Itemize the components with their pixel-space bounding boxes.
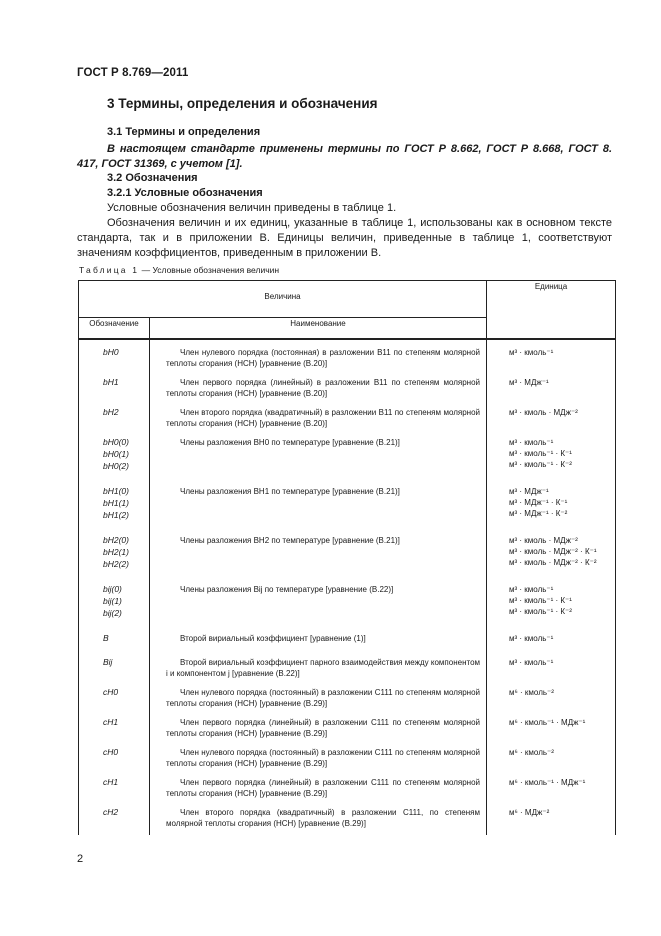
header-unit: Единица: [487, 281, 616, 340]
unit-text: м³ · МДж⁻¹: [509, 378, 549, 387]
symbol-text: bH0(0): [103, 437, 129, 447]
name-text: Член второго порядка (квадратичный) в разложении C111, по степеням молярной теплоты сгорания (HCH) [уравнение (В.29)]: [166, 808, 481, 828]
table-row: [79, 533, 616, 582]
table-caption: [79, 265, 279, 275]
symbol-stack: [103, 377, 149, 389]
name-cell: [150, 685, 487, 715]
symbol-cell: [79, 582, 150, 631]
unit-text: м³ · кмоль⁻¹: [509, 438, 554, 447]
symbol-cell: [79, 805, 150, 835]
symbol-text: bH2(2): [103, 559, 129, 569]
symbol-text: bH1(2): [103, 510, 129, 520]
symbol-stack: [103, 407, 149, 419]
header-symbol: Обозначение: [79, 318, 150, 340]
table-row: [79, 631, 616, 655]
unit-text: м³ · кмоль⁻¹: [509, 658, 554, 667]
table-row: [79, 805, 616, 835]
name-text: Член первого порядка (линейный) в разложении C111 по степеням молярной теплоты сгорания (HCH) [уравнение (В.29)]: [166, 778, 481, 798]
name-cell: [150, 375, 487, 405]
unit-text: м³ · кмоль⁻¹: [509, 634, 554, 643]
name-cell: [150, 775, 487, 805]
unit-text: м³ · МДж⁻¹ · К⁻²: [509, 509, 568, 518]
unit-text: м³ · кмоль⁻¹ · К⁻¹: [509, 449, 572, 458]
symbol-text: bij(1): [103, 596, 122, 606]
unit-text: м³ · кмоль · МДж⁻²: [509, 536, 578, 545]
symbol-text: cH1: [103, 777, 119, 787]
symbol-cell: [79, 435, 150, 484]
table-row: [79, 685, 616, 715]
table-row: [79, 405, 616, 435]
table-row: [79, 745, 616, 775]
name-cell: [150, 631, 487, 655]
unit-cell: [487, 533, 616, 582]
unit-text: м⁶ · кмоль⁻¹ · МДж⁻¹: [509, 778, 586, 787]
unit-text: м³ · МДж⁻¹ · К⁻¹: [509, 498, 568, 507]
subsection-3-2-1-title: 3.2.1 Условные обозначения: [107, 187, 263, 199]
symbol-stack: [103, 777, 149, 789]
description-paragraph: Обозначения величин и их единиц, указанные в таблице 1, использованы как в основном тексте стандарта, так и в приложении В. Единицы величин, приведенные в таблице 1, соответствуют значениям коэффициентов, приведенным в приложении В.: [77, 217, 612, 259]
unit-text: м³ · кмоль⁻¹ · К⁻²: [509, 607, 572, 616]
unit-cell: [487, 685, 616, 715]
unit-cell: [487, 435, 616, 484]
unit-cell: [487, 775, 616, 805]
name-text: Член нулевого порядка (постоянный) в разложении C111 по степеням молярной теплоты сгорания (HCH) [уравнение (В.29)]: [166, 748, 481, 768]
page-number: 2: [77, 853, 84, 865]
name-text: Второй вириальный коэффициент [уравнение (1)]: [180, 634, 366, 643]
symbol-text: bH0(2): [103, 461, 129, 471]
symbol-cell: [79, 345, 150, 375]
unit-text: м³ · кмоль · МДж⁻² · К⁻²: [509, 558, 597, 567]
unit-text: м³ · кмоль⁻¹ · К⁻¹: [509, 596, 572, 605]
header-name: Наименование: [150, 318, 487, 340]
symbol-text: B: [103, 633, 109, 643]
symbol-cell: [79, 375, 150, 405]
name-text: Член нулевого порядка (постоянная) в разложении B11 по степеням молярной теплоты сгорания (HCH) [уравнение (В.20)]: [166, 348, 481, 368]
symbol-text: bij(0): [103, 584, 122, 594]
table-row: [79, 435, 616, 484]
unit-text: м³ · кмоль · МДж⁻² · К⁻¹: [509, 547, 597, 556]
unit-text: м³ · кмоль⁻¹: [509, 585, 554, 594]
symbol-text: cH2: [103, 807, 119, 817]
symbol-stack: [103, 657, 149, 669]
table-row: [79, 655, 616, 685]
table-row: [79, 375, 616, 405]
symbol-text: bij(2): [103, 608, 122, 618]
table-header-row: [79, 281, 616, 318]
name-cell: [150, 533, 487, 582]
symbol-cell: [79, 631, 150, 655]
unit-cell: [487, 484, 616, 533]
table-row: [79, 345, 616, 375]
name-text: Члены разложения Bij по температуре [уравнение (В.22)]: [180, 585, 394, 594]
name-text: Член второго порядка (квадратичный) в разложении B11 по степеням молярной теплоты сгорания (HCH) [уравнение (В.20)]: [166, 408, 481, 428]
symbol-cell: [79, 775, 150, 805]
table-row: [79, 775, 616, 805]
unit-cell: [487, 631, 616, 655]
unit-cell: [487, 715, 616, 745]
name-cell: [150, 484, 487, 533]
symbol-cell: [79, 484, 150, 533]
unit-text: м⁶ · кмоль⁻¹ · МДж⁻¹: [509, 718, 586, 727]
name-text: Член нулевого порядка (постоянный) в разложении C111 по степеням молярной теплоты сгорания (HCH) [уравнение (В.29)]: [166, 688, 481, 708]
section-title: 3 Термины, определения и обозначения: [107, 96, 378, 111]
symbol-text: bH2(1): [103, 547, 129, 557]
symbol-text: cH0: [103, 687, 119, 697]
name-text: Члены разложения BH0 по температуре [уравнение (В.21)]: [180, 438, 400, 447]
name-text: Второй вириальный коэффициент парного взаимодействия между компонентом i и компонентом j [уравнение (В.22)]: [166, 658, 481, 678]
unit-text: м⁶ · кмоль⁻²: [509, 688, 554, 697]
terms-paragraph: В настоящем стандарте применены термины по ГОСТ Р 8.662, ГОСТ Р 8.668, ГОСТ 8. 417, ГОСТ 31369, с учетом [1].: [77, 143, 612, 170]
name-cell: [150, 805, 487, 835]
symbol-text: bH0: [103, 347, 119, 357]
symbol-text: bH1(0): [103, 486, 129, 496]
name-text: Члены разложения BH1 по температуре [уравнение (В.21)]: [180, 487, 400, 496]
symbol-text: Bij: [103, 657, 113, 667]
name-cell: [150, 345, 487, 375]
symbol-text: bH1(1): [103, 498, 129, 508]
symbol-stack: [103, 347, 149, 359]
unit-cell: [487, 745, 616, 775]
table-row: [79, 715, 616, 745]
intro-paragraph: Условные обозначения величин приведены в таблице 1.: [107, 202, 397, 214]
name-cell: [150, 405, 487, 435]
symbol-stack: [103, 807, 149, 819]
name-cell: [150, 435, 487, 484]
name-text: Члены разложения BH2 по температуре [уравнение (В.21)]: [180, 536, 400, 545]
symbol-text: bH1: [103, 377, 119, 387]
symbol-stack: [103, 717, 149, 729]
symbol-text: bH2(0): [103, 535, 129, 545]
symbol-cell: [79, 715, 150, 745]
symbol-stack: [103, 486, 149, 522]
symbol-stack: [103, 535, 149, 571]
unit-cell: [487, 375, 616, 405]
unit-text: м⁶ · МДж⁻²: [509, 808, 550, 817]
symbol-cell: [79, 533, 150, 582]
table-row: [79, 582, 616, 631]
table-row: [79, 484, 616, 533]
unit-cell: [487, 405, 616, 435]
symbol-cell: [79, 405, 150, 435]
symbol-stack: [103, 437, 149, 473]
table-body: [79, 339, 616, 835]
unit-cell: [487, 805, 616, 835]
symbol-stack: [103, 687, 149, 699]
header-quantity: Величина: [79, 281, 487, 318]
document-header: ГОСТ Р 8.769—2011: [77, 67, 189, 79]
name-cell: [150, 715, 487, 745]
symbol-cell: [79, 745, 150, 775]
unit-cell: [487, 655, 616, 685]
unit-text: м³ · МДж⁻¹: [509, 487, 549, 496]
name-cell: [150, 745, 487, 775]
symbols-table: [78, 280, 616, 835]
unit-text: м³ · кмоль⁻¹: [509, 348, 554, 357]
symbol-cell: [79, 685, 150, 715]
table-caption-label: Таблица 1: [79, 265, 140, 275]
unit-text: м³ · кмоль · МДж⁻²: [509, 408, 578, 417]
symbol-stack: [103, 633, 149, 645]
unit-cell: [487, 345, 616, 375]
subsection-3-1-title: 3.1 Термины и определения: [107, 126, 261, 138]
symbol-text: cH0: [103, 747, 119, 757]
symbol-stack: [103, 584, 149, 620]
symbol-text: cH1: [103, 717, 119, 727]
symbol-cell: [79, 655, 150, 685]
unit-text: м³ · кмоль⁻¹ · К⁻²: [509, 460, 572, 469]
subsection-3-2-title: 3.2 Обозначения: [107, 172, 198, 184]
name-text: Член первого порядка (линейный) в разложении B11 по степеням молярной теплоты сгорания (HCH) [уравнение (В.20)]: [166, 378, 481, 398]
symbol-text: bH0(1): [103, 449, 129, 459]
unit-text: м⁶ · кмоль⁻²: [509, 748, 554, 757]
symbol-stack: [103, 747, 149, 759]
name-cell: [150, 655, 487, 685]
table-caption-text: — Условные обозначения величин: [139, 265, 280, 275]
name-text: Член первого порядка (линейный) в разложении C111 по степеням молярной теплоты сгорания (HCH) [уравнение (В.29)]: [166, 718, 481, 738]
unit-cell: [487, 582, 616, 631]
name-cell: [150, 582, 487, 631]
symbol-text: bH2: [103, 407, 119, 417]
